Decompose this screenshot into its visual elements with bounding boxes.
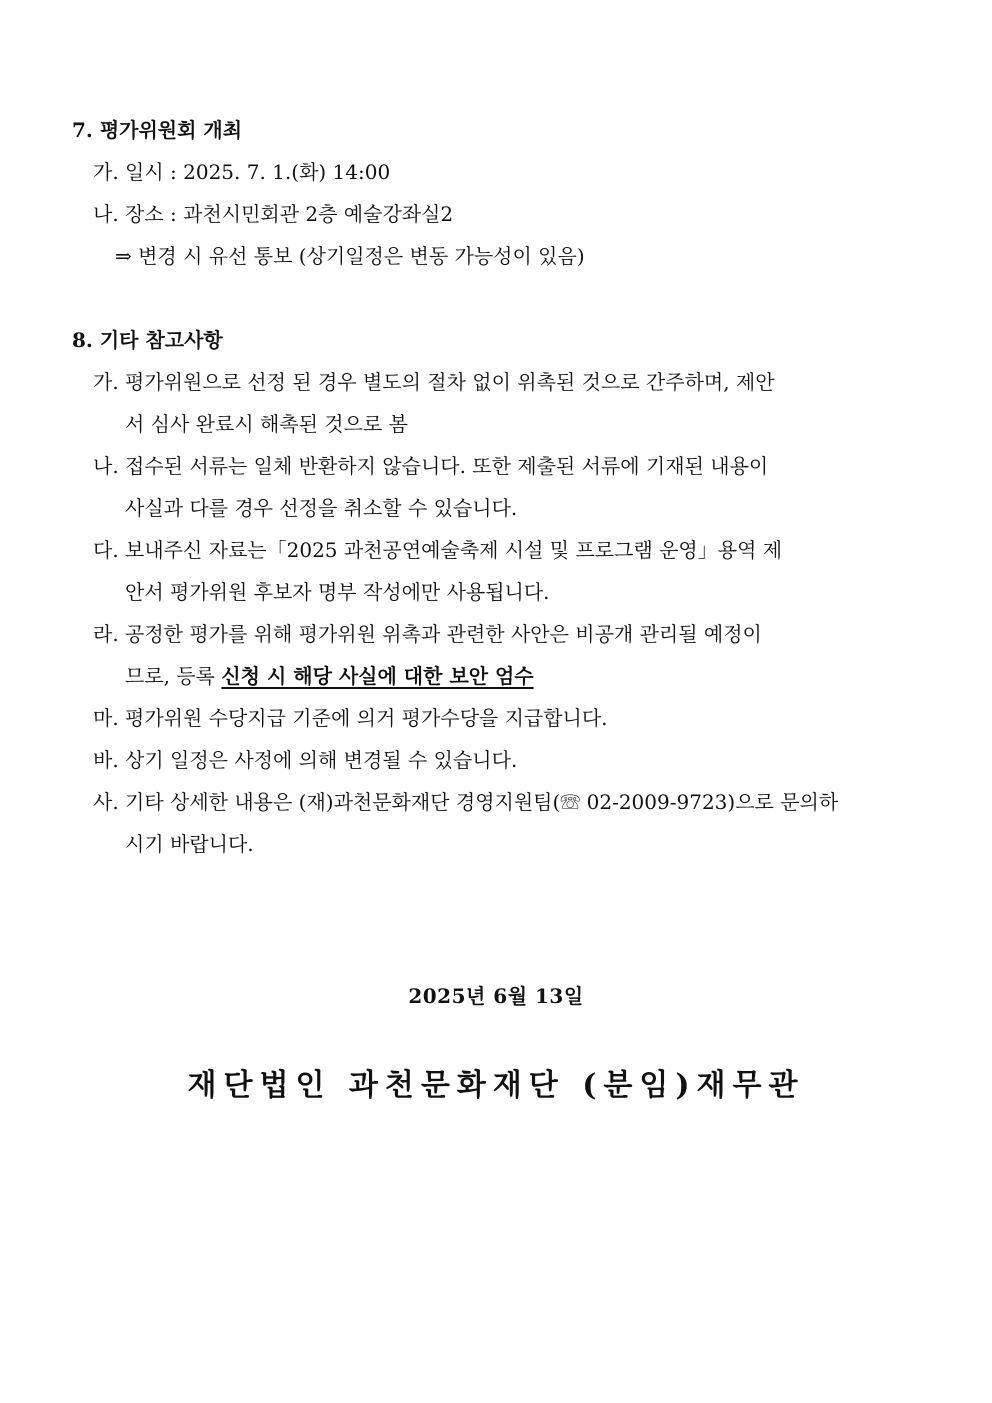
section-7-item-place: 나. 장소 : 과천시민회관 2층 예술강좌실2 (93, 202, 454, 226)
section-7-item-date: 가. 일시 : 2025. 7. 1.(화) 14:00 (93, 160, 391, 184)
security-notice-emphasis: 신청 시 해당 사실에 대한 보안 엄수 (221, 664, 534, 688)
section-8-item-sa-line1: 사. 기타 상세한 내용은 (재)과천문화재단 경영지원팀(☏ 02-2009-9723)으로 문의하 (93, 790, 839, 814)
section-8-item-ga-line1: 가. 평가위원으로 선정 된 경우 별도의 절차 없이 위촉된 것으로 간주하며, 제안 (93, 370, 775, 394)
section-8-item-na-line1: 나. 접수된 서류는 일체 반환하지 않습니다. 또한 제출된 서류에 기재된 내용이 (93, 454, 769, 478)
section-8-title: 8. 기타 참고사항 (72, 328, 223, 352)
ra-line2-prefix: 므로, 등록 (125, 664, 222, 688)
section-8-item-ma: 마. 평가위원 수당지급 기준에 의거 평가수당을 지급합니다. (93, 706, 608, 730)
section-8-item-ra-line1: 라. 공정한 평가를 위해 평가위원 위촉과 관련한 사안은 비공개 관리될 예정이 (93, 622, 762, 646)
section-8-item-ba: 바. 상기 일정은 사정에 의해 변경될 수 있습니다. (93, 748, 518, 772)
section-8-item-ra-line2 (125, 662, 534, 690)
section-7-title: 7. 평가위원회 개최 (72, 118, 243, 142)
section-8-item-na-line2: 사실과 다를 경우 선정을 취소할 수 있습니다. (125, 496, 518, 520)
issuer-name: 재단법인 과천문화재단 (분임)재무관 (187, 1068, 805, 1103)
section-7-note: ⇒ 변경 시 유선 통보 (상기일정은 변동 가능성이 있음) (115, 244, 585, 268)
section-8-item-sa-line2: 시기 바랍니다. (125, 832, 254, 856)
section-8-item-da-line2: 안서 평가위원 후보자 명부 작성에만 사용됩니다. (125, 580, 550, 604)
section-8-item-da-line1: 다. 보내주신 자료는「2025 과천공연예술축제 시설 및 프로그램 운영」용역 제 (93, 538, 783, 562)
section-8-item-ga-line2: 서 심사 완료시 해촉된 것으로 봄 (125, 412, 408, 436)
document-date: 2025년 6월 13일 (408, 984, 584, 1008)
